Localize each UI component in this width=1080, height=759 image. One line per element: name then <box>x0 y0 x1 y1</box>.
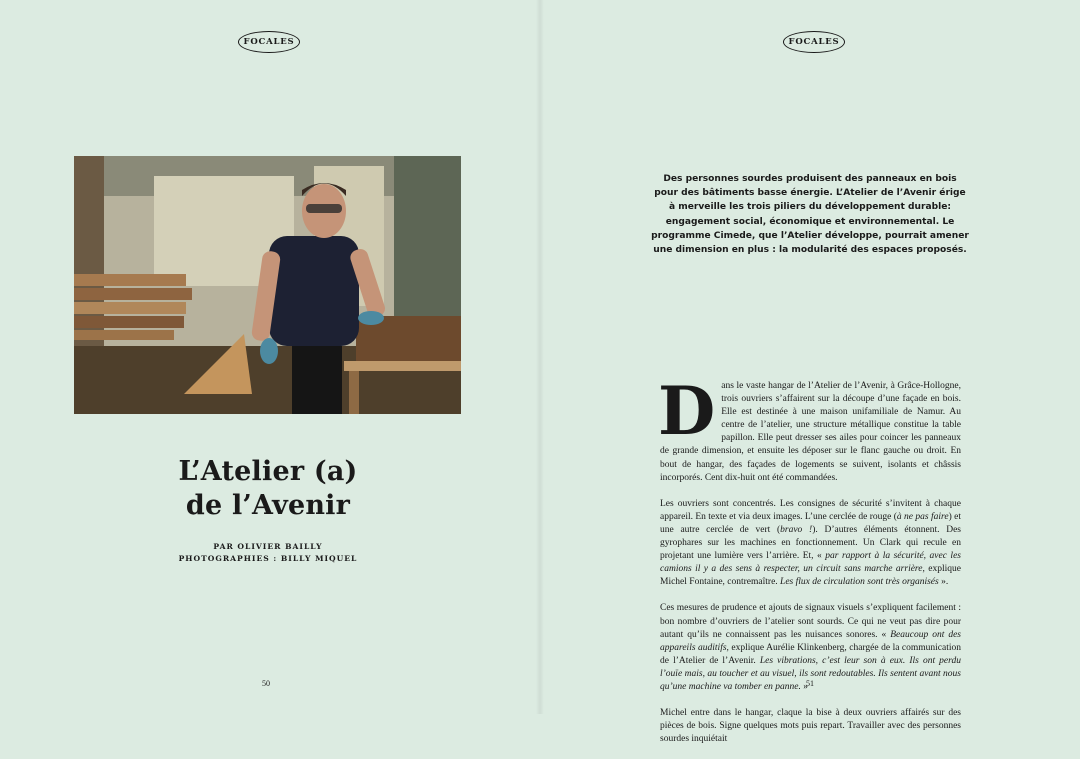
left-page <box>0 0 540 714</box>
paragraph-2: Les ouvriers sont concentrés. Les consignes de sécurité s’invitent à chaque appareil. En texte et via deux images. L’une cerclée de rouge (à ne pas faire) et une autre cerclée de vert (bravo !). D’autres éléments étonnent. Des gyrophares sur les machines en fonctionnement. Un Clark qui recule en projetant une lumière vers l’arrière. Et, « par rapport à la sécurité, avec les camions il y a des sens à respecter, un circuit sans marche arrière, explique Michel Fontaine, contremaître. Les flux de circulation sont très organisés ». <box>660 498 961 588</box>
article-body <box>658 372 962 759</box>
section-badge: FOCALES <box>783 31 845 53</box>
paragraph-4: Michel entre dans le hangar, claque la bise à deux ouvriers affairés sur des pièces de bois. Signe quelques mots puis repart. Travailler avec des personnes sourdes inquiétait <box>660 708 961 745</box>
worker-photo <box>74 156 461 414</box>
article-intro: Des personnes sourdes produisent des panneaux en bois pour des bâtiments basse énergie. L’Atelier de l’Avenir érige à merveille les trois piliers du développement durable: engagement social, économique et environnemental. Le programme Cimede, que l’Atelier développe, pourrait amener une dimension en plus : la modularité des espaces proposés. <box>651 174 969 256</box>
byline <box>100 541 436 565</box>
paragraph-1: Dans le vaste hangar de l’Atelier de l’Avenir, à Grâce-Hollogne, trois ouvriers s’affairent sur la découpe d’une façade en bois. Elle est destinée à une maison unifamiliale de Namur. Au centre de l’atelier, une structure métallique constitue la table papillon. Elle peut dresser ses ailes pour coincer les panneaux de grande dimension, et ensuite les déposer sur le flanc gauche ou droit. En bout de hangar, des façades de logements se suivent, isolants et châssis incorporés. Cent dix-huit ont été commandées. <box>658 372 961 483</box>
right-page <box>540 0 1080 745</box>
byline-author: PAR OLIVIER BAILLY <box>213 542 323 551</box>
page-number: 51 <box>806 679 814 688</box>
section-badge: FOCALES <box>238 31 300 53</box>
paragraph-3: Ces mesures de prudence et ajouts de signaux visuels s’expliquent facilement : bon nombre d’ouvriers de l’atelier sont sourds. Ce qui ne veut pas dire pour autant qu’ils ne connaissent pas les nuisances sonores. « Beaucoup ont des appareils auditifs, explique Aurélie Klinkenberg, chargée de la communication de l’Atelier de l’Avenir. Les vibrations, c’est leur son à eux. Ils ont perdu l’ouïe mais, au toucher et au visuel, ils sont redoutables. Ils sentent avant nous qu’une machine va tomber en panne. » <box>660 603 962 692</box>
page-number: 50 <box>262 679 270 688</box>
article-headline <box>100 455 436 523</box>
byline-photos: PHOTOGRAPHIES : BILLY MIQUEL <box>178 554 358 563</box>
headline-line-1: L’Atelier (a) <box>178 456 358 487</box>
workshop-illustration <box>74 156 461 414</box>
drop-cap: D <box>658 372 716 450</box>
headline-line-2: de l’Avenir <box>185 490 351 521</box>
